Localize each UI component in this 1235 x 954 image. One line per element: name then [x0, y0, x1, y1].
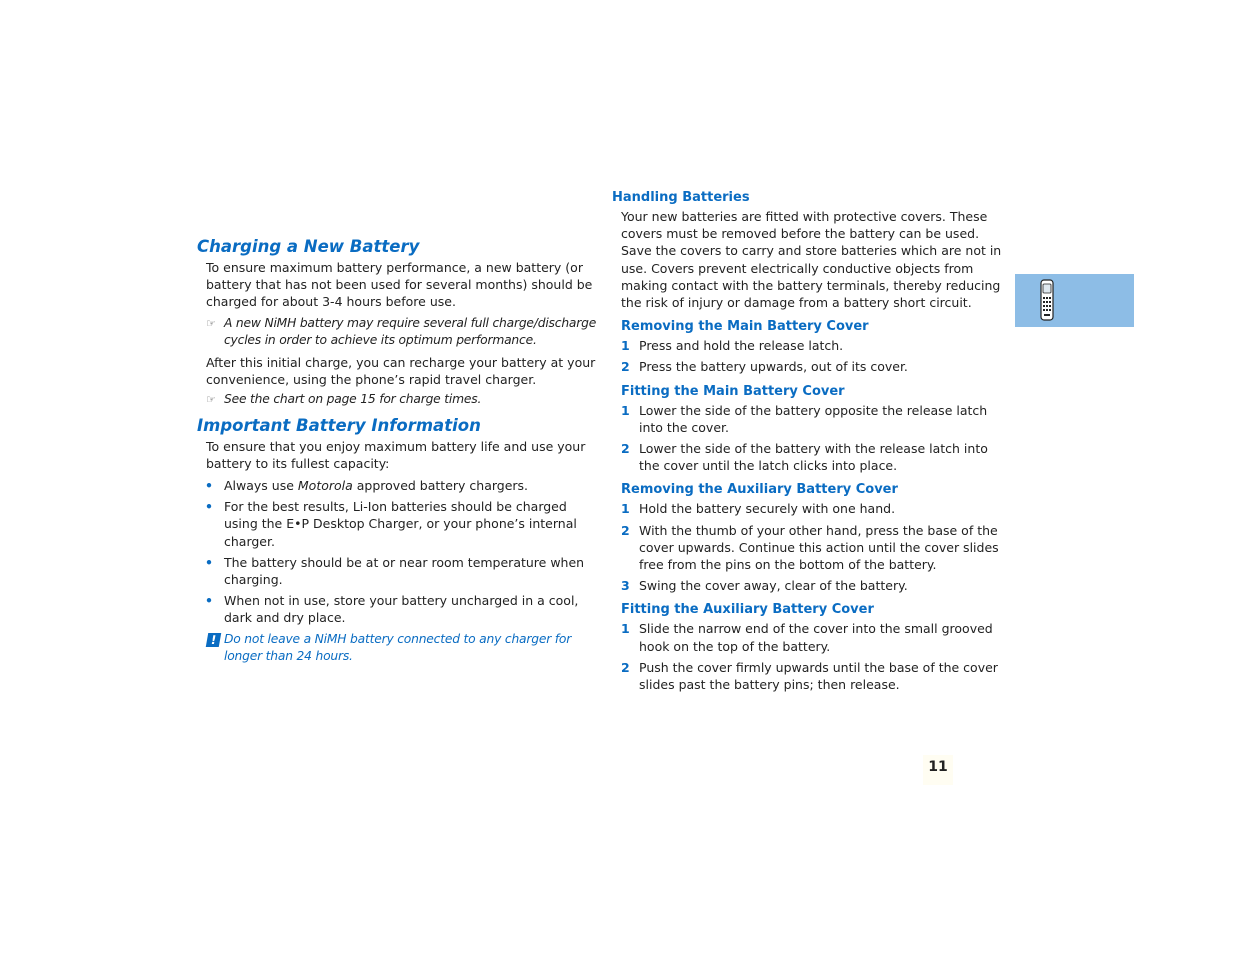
list-item: [612, 577, 1012, 594]
pointing-hand-icon: ☞: [206, 316, 216, 330]
step-number: 1: [621, 621, 630, 637]
step-text: Hold the battery securely with one hand.: [639, 501, 896, 517]
step-number: 1: [621, 338, 630, 354]
list-item: [612, 358, 1012, 375]
step-text: Press the battery upwards, out of its cover.: [639, 359, 908, 375]
step-number: 2: [621, 522, 630, 538]
section-tab: [1015, 274, 1134, 327]
bullet-1-text-b: approved battery chargers.: [352, 478, 529, 494]
step-number: 2: [621, 441, 630, 457]
list-item: [612, 659, 1012, 693]
important-intro: To ensure that you enjoy maximum battery life and use your battery to its fullest capacity:: [206, 438, 586, 471]
list-item: [612, 522, 1012, 574]
step-number: 1: [621, 402, 630, 418]
warning-note: [197, 631, 597, 665]
heading-removing-aux-cover: Removing the Auxiliary Battery Cover: [621, 482, 898, 498]
step-number: 2: [621, 359, 630, 375]
step-text: Slide the narrow end of the cover into the small grooved hook on the top of the battery.: [639, 621, 993, 654]
list-item: [197, 554, 597, 588]
step-text: Push the cover firmly upwards until the base of the cover slides past the battery pins; then release.: [639, 659, 998, 693]
charging-note-1: [197, 315, 597, 349]
charging-paragraph-2: After this initial charge, you can recharge your battery at your convenience, using the phone’s rapid travel charger.: [206, 355, 596, 388]
list-item: [612, 620, 1012, 654]
pointing-hand-icon: ☞: [206, 393, 216, 407]
list-item: [612, 402, 1012, 436]
important-bullet-list: [197, 477, 597, 627]
step-number: 3: [621, 578, 630, 594]
list-item: [612, 500, 1012, 517]
charging-note-2: [197, 391, 597, 408]
step-text: Swing the cover away, clear of the battery.: [639, 578, 908, 594]
heading-handling-batteries: Handling Batteries: [612, 190, 750, 205]
step-number: 2: [621, 659, 630, 675]
heading-fitting-aux-cover: Fitting the Auxiliary Battery Cover: [621, 602, 874, 618]
step-text: Press and hold the release latch.: [639, 338, 844, 354]
step-text: With the thumb of your other hand, press the base of the cover upwards. Continue this action until the cover slides free from the pins on the bottom of the battery.: [639, 522, 999, 573]
charging-note-2-text: See the chart on page 15 for charge times.: [224, 392, 482, 407]
exclamation-icon: !: [206, 633, 221, 647]
list-item: [612, 440, 1012, 474]
fitting-aux-steps: [612, 620, 1012, 693]
bullet-3-text: The battery should be at or near room temperature when charging.: [224, 554, 585, 588]
list-item: [197, 592, 597, 626]
left-column: [197, 236, 597, 665]
charging-paragraph-1: To ensure maximum battery performance, a new battery (or battery that has not been used for several months) should be charged for about 3-4 hours before use.: [206, 260, 593, 310]
bullet-icon: •: [205, 499, 213, 515]
list-item: [197, 498, 597, 550]
bullet-icon: •: [205, 554, 213, 570]
heading-important-battery-info: Important Battery Information: [197, 415, 481, 435]
heading-fitting-main-cover: Fitting the Main Battery Cover: [621, 383, 845, 399]
page-number: 11: [923, 755, 953, 785]
bullet-1-brand: Motorola: [297, 478, 353, 494]
handling-paragraph: Your new batteries are fitted with protective covers. These covers must be removed before the battery can be used. Save the covers to carry and store batteries which are not in use. Covers prevent electrically conductive objects from making contact with the battery terminals, thereby reducing the risk of injury or damage from a battery short circuit.: [621, 209, 1002, 311]
list-item: [612, 337, 1012, 354]
bullet-1-text-a: Always use: [224, 478, 298, 494]
heading-charging-new-battery: Charging a New Battery: [197, 237, 420, 256]
removing-main-steps: [612, 337, 1012, 375]
removing-aux-steps: [612, 500, 1012, 594]
step-text: Lower the side of the battery with the release latch into the cover until the latch clicks into place.: [639, 441, 988, 474]
right-column: [612, 189, 1012, 693]
bullet-4-text: When not in use, store your battery uncharged in a cool, dark and dry place.: [224, 593, 579, 626]
charging-note-1-text: A new NiMH battery may require several full charge/discharge cycles in order to achieve its optimum performance.: [224, 315, 597, 347]
bullet-icon: •: [205, 478, 213, 494]
phone-icon: [1039, 279, 1055, 321]
fitting-main-steps: [612, 402, 1012, 475]
step-text: Lower the side of the battery opposite the release latch into the cover.: [639, 402, 988, 435]
warning-text: Do not leave a NiMH battery connected to any charger for longer than 24 hours.: [224, 631, 572, 663]
bullet-2-text: For the best results, Li-Ion batteries should be charged using the E•P Desktop Charger, or your phone’s internal charger.: [224, 499, 577, 549]
list-item: [197, 477, 597, 494]
bullet-icon: •: [205, 593, 213, 609]
step-number: 1: [621, 501, 630, 517]
heading-removing-main-cover: Removing the Main Battery Cover: [621, 319, 869, 335]
